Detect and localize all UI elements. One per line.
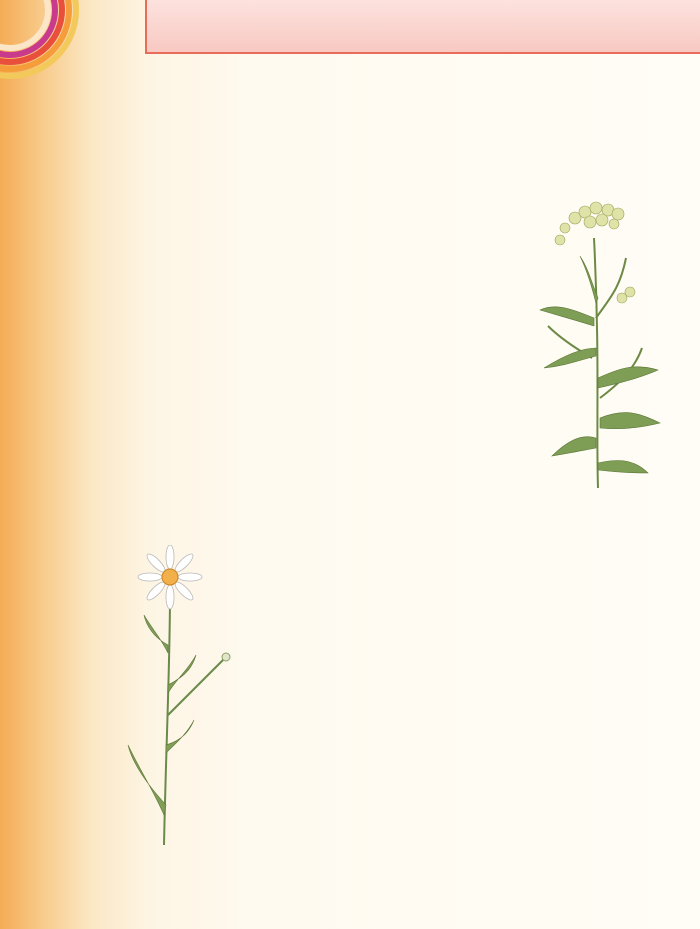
daisy-illustration xyxy=(118,545,243,850)
header-band xyxy=(145,0,700,54)
yarrow-illustration xyxy=(530,198,680,493)
rainbow-decoration xyxy=(0,0,80,80)
